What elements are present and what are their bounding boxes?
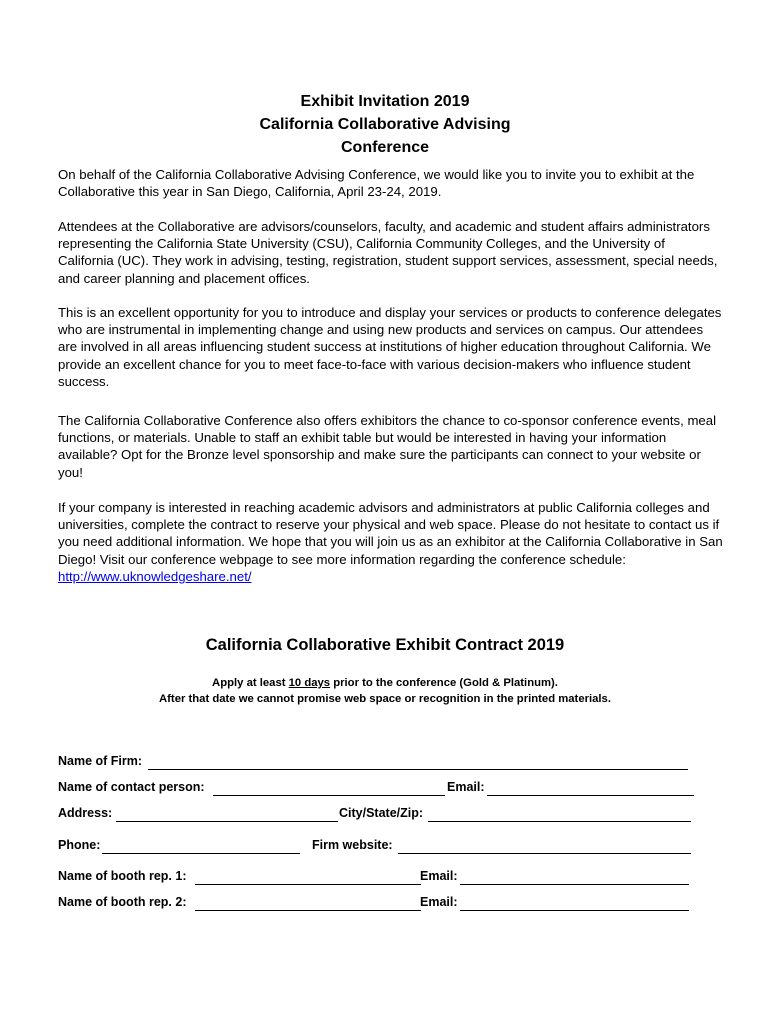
firm-name-row	[58, 754, 698, 772]
firm-name-field[interactable]	[148, 769, 688, 770]
contract-note	[150, 676, 620, 707]
phone-row	[58, 838, 698, 856]
booth-rep-1-row	[58, 869, 698, 887]
contact-person-label: Name of contact person:	[58, 780, 205, 794]
note-line-2: After that date we cannot promise web space or recognition in the printed materials.	[159, 692, 611, 705]
note-suffix: prior to the conference (Gold & Platinum).	[330, 677, 558, 689]
title-line-1: Exhibit Invitation 2019	[300, 93, 470, 110]
contact-person-field[interactable]	[213, 795, 445, 796]
title-line-3: Conference	[340, 139, 430, 156]
conference-webpage-link[interactable]: http://www.uknowledgeshare.net/	[58, 568, 252, 584]
address-field[interactable]	[116, 821, 338, 822]
paragraph-sponsorship: The California Collaborative Conference also offers exhibitors the chance to co-sponsor conference events, meal functions, or materials. Unable to staff an exhibit table but would be interested in having your information available? Opt for the Bronze level sponsorship and make sure the participants can connect to your website or you!	[58, 413, 717, 480]
contract-title: California Collaborative Exhibit Contract 2019	[205, 636, 565, 654]
booth-rep-2-email-label: Email:	[420, 895, 458, 909]
booth-rep-1-email-label: Email:	[420, 869, 458, 883]
booth-rep-1-email-field[interactable]	[460, 884, 689, 885]
city-state-zip-field[interactable]	[428, 821, 691, 822]
address-label: Address:	[58, 806, 113, 820]
city-state-zip-label: City/State/Zip:	[339, 806, 424, 820]
title-line-2: California Collaborative Advising	[259, 116, 511, 133]
phone-field[interactable]	[102, 853, 300, 854]
booth-rep-2-row	[58, 895, 698, 913]
firm-website-label: Firm website:	[312, 838, 393, 852]
firm-website-field[interactable]	[398, 853, 691, 854]
paragraph-contact-text: If your company is interested in reaching academic advisors and administrators at public California colleges and universities, complete the contract to reserve your physical and web space. Please do not hesitate to contact us if you need additional information. We hope that you will join us as an exhibitor at the California Collaborative in San Diego! Visit our conference webpage to see more information regarding the conference schedule:	[58, 500, 723, 567]
address-row	[58, 806, 698, 824]
booth-rep-1-label: Name of booth rep. 1:	[58, 869, 187, 883]
note-days: 10 days	[288, 677, 331, 689]
paragraph-opportunity: This is an excellent opportunity for you to introduce and display your services or products to conference delegates who are instrumental in implementing change and using new products and services on campus. Our attendees are involved in all areas influencing student success at institutions of higher education throughout California. We provide an excellent chance for you to meet face-to-face with various decision-makers who influence student success.	[58, 305, 722, 389]
booth-rep-1-field[interactable]	[195, 884, 421, 885]
firm-name-label: Name of Firm:	[58, 754, 143, 768]
contact-person-row	[58, 780, 698, 798]
booth-rep-2-email-field[interactable]	[460, 910, 689, 911]
note-prefix: Apply at least	[212, 677, 289, 689]
contact-email-label: Email:	[447, 780, 485, 794]
contact-email-field[interactable]	[487, 795, 694, 796]
booth-rep-2-label: Name of booth rep. 2:	[58, 895, 187, 909]
phone-label: Phone:	[58, 838, 101, 852]
paragraph-attendees: Attendees at the Collaborative are advisors/counselors, faculty, and academic and student affairs administrators representing the California State University (CSU), California Community Colleges, and the University of California (UC). They work in advising, testing, registration, student support services, assessment, special needs, and career planning and placement offices.	[58, 219, 718, 286]
paragraph-contact	[58, 499, 723, 585]
booth-rep-2-field[interactable]	[195, 910, 421, 911]
paragraph-intro: On behalf of the California Collaborative Advising Conference, we would like you to invite you to exhibit at the Collaborative this year in San Diego, California, April 23-24, 2019.	[58, 167, 695, 200]
